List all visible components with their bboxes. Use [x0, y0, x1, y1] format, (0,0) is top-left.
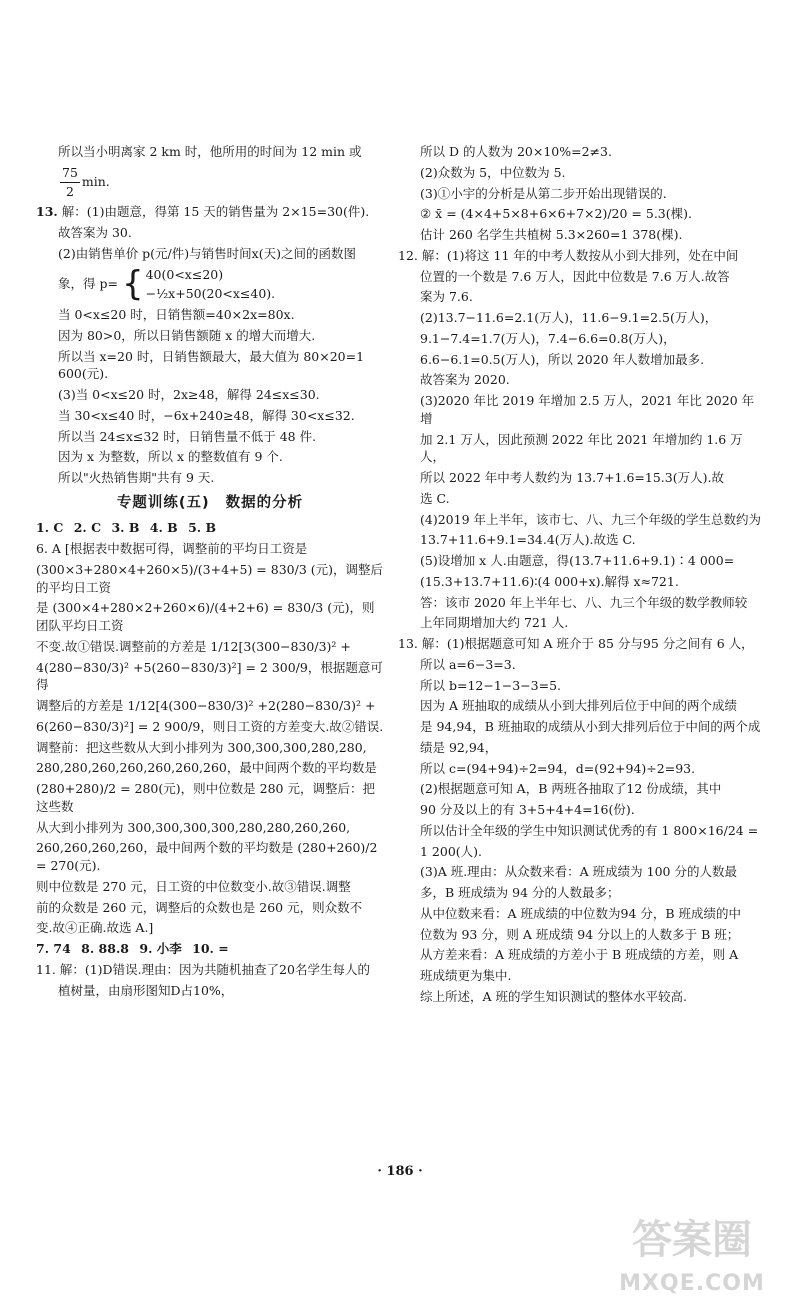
watermark-logo — [612, 1212, 772, 1302]
text-line: 估计 260 名学生共植树 5.3×260=1 378(棵). — [420, 227, 683, 242]
watermark-title: 答案圈 — [632, 1217, 752, 1263]
text-line: 所以 a=6−3=3. — [420, 656, 516, 672]
fraction: $\frac{75}{2}$ — [62, 164, 78, 199]
page-number: · 186 · — [377, 1164, 423, 1179]
text-line: 则中位数是 270 元，日工资的中位数变小.故③错误.调整 — [36, 878, 351, 894]
function-cases: 40(0<x≤20) −½x+50(20<x≤40). — [145, 266, 276, 302]
text-line: 所以 2022 年中考人数约为 13.7+1.6=15.3(万人).故 — [420, 470, 724, 485]
text-line: 是 94,94，B 班抽取的成绩从小到大排列后位于中间的两个成 — [420, 719, 761, 734]
brace-icon: { — [121, 264, 144, 305]
text-line: 绩是 92,94， — [420, 739, 498, 755]
text-line: 所以 c=(94+94)÷2=94，d=(92+94)÷2=93. — [420, 760, 696, 776]
text-line: 6(260−830/3)²] = 2 900/9，则日工资的方差变大.故②错误. — [36, 718, 384, 734]
text-line: 班成绩更为集中. — [420, 968, 512, 983]
q12-line: 12. 解：(1)将这 11 年的中考人数按从小到大排列，处在中间 — [398, 247, 739, 263]
q13-line: 13. 解：(1)由题意，得第 15 天的销售量为 2×15=30(件). — [36, 204, 370, 220]
text-line: 植树量，由扇形图知D占10%， — [58, 982, 234, 998]
text-line: 综上所述，A 班的学生知识测试的整体水平较高. — [420, 988, 687, 1004]
text-line: 当 0<x≤20 时，日销售额=40×2x=80x. — [58, 307, 295, 322]
text-line: 所以 D 的人数为 20×10%=2≠3. — [420, 144, 612, 159]
watermark-url: MXQE.COM — [619, 1271, 765, 1296]
text-line: 所以当 24≤x≤32 时，日销售量不低于 48 件. — [58, 428, 317, 444]
q11-line: 11. 解：(1)D错误.理由：因为共随机抽查了20名学生每人的 — [36, 961, 370, 977]
text-line: 因为 80>0，所以日销售额随 x 的增大而增大. — [58, 327, 316, 343]
text-line: 位置的一个数是 7.6 万人，因此中位数是 7.6 万人.故答 — [420, 268, 730, 284]
right-column — [398, 143, 766, 1009]
text-line: (3)①小宇的分析是从第二步开始出现错误的. — [420, 185, 667, 201]
text-line: (3)2020 年比 2019 年增加 2.5 万人，2021 年比 2020 年增 — [420, 393, 755, 426]
text-line: 故答案为 2020. — [420, 372, 510, 388]
text-line: 因为 x 为整数，所以 x 的整数值有 9 个. — [58, 449, 283, 465]
text-line: 从大到小排列为 300,300,300,300,280,280,260,260, — [36, 819, 351, 835]
text-line: 280,280,260,260,260,260,260，最中间两个数的平均数是 — [36, 760, 377, 776]
text-line: 90 分及以上的有 3+5+4+4=16(份). — [420, 802, 635, 817]
text-line: 4(280−830/3)² +5(260−830/3)²] = 2 300/9，根据题意可得 — [36, 659, 383, 693]
text-line: (300×3+280×4+260×5)/(3+4+5) = 830/3 (元)，调整后的平均日工资 — [36, 561, 383, 595]
left-column — [36, 143, 384, 1002]
text-line: 不变.故①错误.调整前的方差是 1/12[3(300−830/3)² + — [36, 638, 351, 654]
text-line: 所以当小明离家 2 km 时，他所用的时间为 12 min 或 — [58, 144, 362, 159]
text-line: (2)由销售单价 p(元/件)与销售时间x(天)之间的函数图 — [58, 245, 356, 261]
text-line: 变.故④正确.故选 A.] — [36, 920, 154, 936]
text-line: (2)众数为 5，中位数为 5. — [420, 164, 566, 180]
text-line: 答：该市 2020 年上半年七、八、九三个年级的数学教师较 — [420, 594, 748, 610]
text-line: (5)设增加 x 人.由题意，得(13.7+11.6+9.1)∶4 000= — [420, 553, 735, 568]
text-line: 上年同期增加大约 721 人. — [420, 615, 569, 631]
text-line: 调整后的方差是 1/12[4(300−830/3)² +2(280−830/3)² + — [36, 698, 376, 714]
text-line: 故答案为 30. — [58, 225, 132, 240]
text-line: (15.3+13.7+11.6)∶(4 000+x).解得 x≈721. — [420, 573, 679, 589]
text-line: 所以 b=12−1−3−3=5. — [420, 677, 562, 693]
section-heading: 专题训练(五) 数据的分析 — [116, 494, 304, 511]
fraction-line: $\frac{75}{2}$ min. — [62, 164, 110, 199]
text-line: (3)当 0<x≤20 时，2x≥48，解得 24≤x≤30. — [58, 387, 320, 402]
answer-row: 1. C 2. C 3. B 4. B 5. B — [36, 520, 217, 536]
text-line: 6.6−6.1=0.5(万人)，所以 2020 年人数增加最多. — [420, 351, 705, 367]
text-line: 13.7+11.6+9.1=34.4(万人).故选 C. — [420, 532, 636, 548]
text-line: 当 30<x≤40 时，−6x+240≥48，解得 30<x≤32. — [58, 407, 355, 423]
answer-row: 7. 74 8. 88.8 9. 小李 10. = — [36, 941, 229, 957]
text-line: (3)A 班.理由：从众数来看：A 班成绩为 100 分的人数最 — [420, 864, 737, 880]
text-line: 所以"火热销售期"共有 9 天. — [58, 470, 215, 485]
q13-line: 13. 解：(1)根据题意可知 A 班介于 85 分与95 分之间有 6 人， — [398, 636, 754, 651]
text-line: 前的众数是 260 元，调整后的众数也是 260 元，则众数不 — [36, 899, 363, 915]
text-line: 从中位数来看：A 班成绩的中位数为94 分，B 班成绩的中 — [420, 905, 742, 921]
text-line: 因为 A 班抽取的成绩从小到大排列后位于中间的两个成绩 — [420, 698, 737, 714]
text-line: 选 C. — [420, 490, 450, 506]
piecewise-function: 象，得 p= { 40(0<x≤20) −½x+50(20<x≤40). — [58, 264, 276, 305]
text-line: ② x̄ = (4×4+5×8+6×6+7×2)/20 = 5.3(棵). — [420, 206, 692, 222]
text-line: 位数为 93 分，则 A 班成绩 94 分以上的人数多于 B 班； — [420, 926, 740, 942]
text-line: 调整前：把这些数从大到小排列为 300,300,300,280,280, — [36, 739, 367, 755]
text-line: 所以当 x=20 时，日销售额最大，最大值为 80×20=1 600(元). — [58, 348, 365, 382]
text-line: 1 200(人). — [420, 843, 483, 859]
text-line: (2)根据题意可知 A，B 两班各抽取了12 份成绩，其中 — [420, 781, 722, 797]
text-line: 多，B 班成绩为 94 分的人数最多； — [420, 885, 620, 900]
text-line: 加 2.1 万人，因此预测 2022 年比 2021 年增加约 1.6 万人， — [420, 431, 743, 465]
text-line: (280+280)/2 = 280(元)，则中位数是 280 元，调整后：把这些数 — [36, 781, 375, 814]
text-line: 所以估计全年级的学生中知识测试优秀的有 1 800×16/24 = — [420, 822, 759, 838]
text-line: 9.1−7.4=1.7(万人)，7.4−6.6=0.8(万人)， — [420, 330, 676, 346]
text-line: 260,260,260,260，最中间两个数的平均数是 (280+260)/2 = 270(元). — [36, 840, 378, 874]
text-line: 是 (300×4+280×2+260×6)/(4+2+6) = 830/3 (元)，则团队平均日工资 — [36, 600, 375, 634]
text-line: 从方差来看：A 班成绩的方差小于 B 班成绩的方差，则 A — [420, 947, 739, 963]
text-line: (4)2019 年上半年，该市七、八、九三个年级的学生总数约为 — [420, 511, 761, 527]
q6-line: 6. A [根据表中数据可得，调整前的平均日工资是 — [36, 541, 308, 557]
text-line: 案为 7.6. — [420, 289, 473, 305]
text-line: (2)13.7−11.6=2.1(万人)，11.6−9.1=2.5(万人)， — [420, 310, 718, 325]
